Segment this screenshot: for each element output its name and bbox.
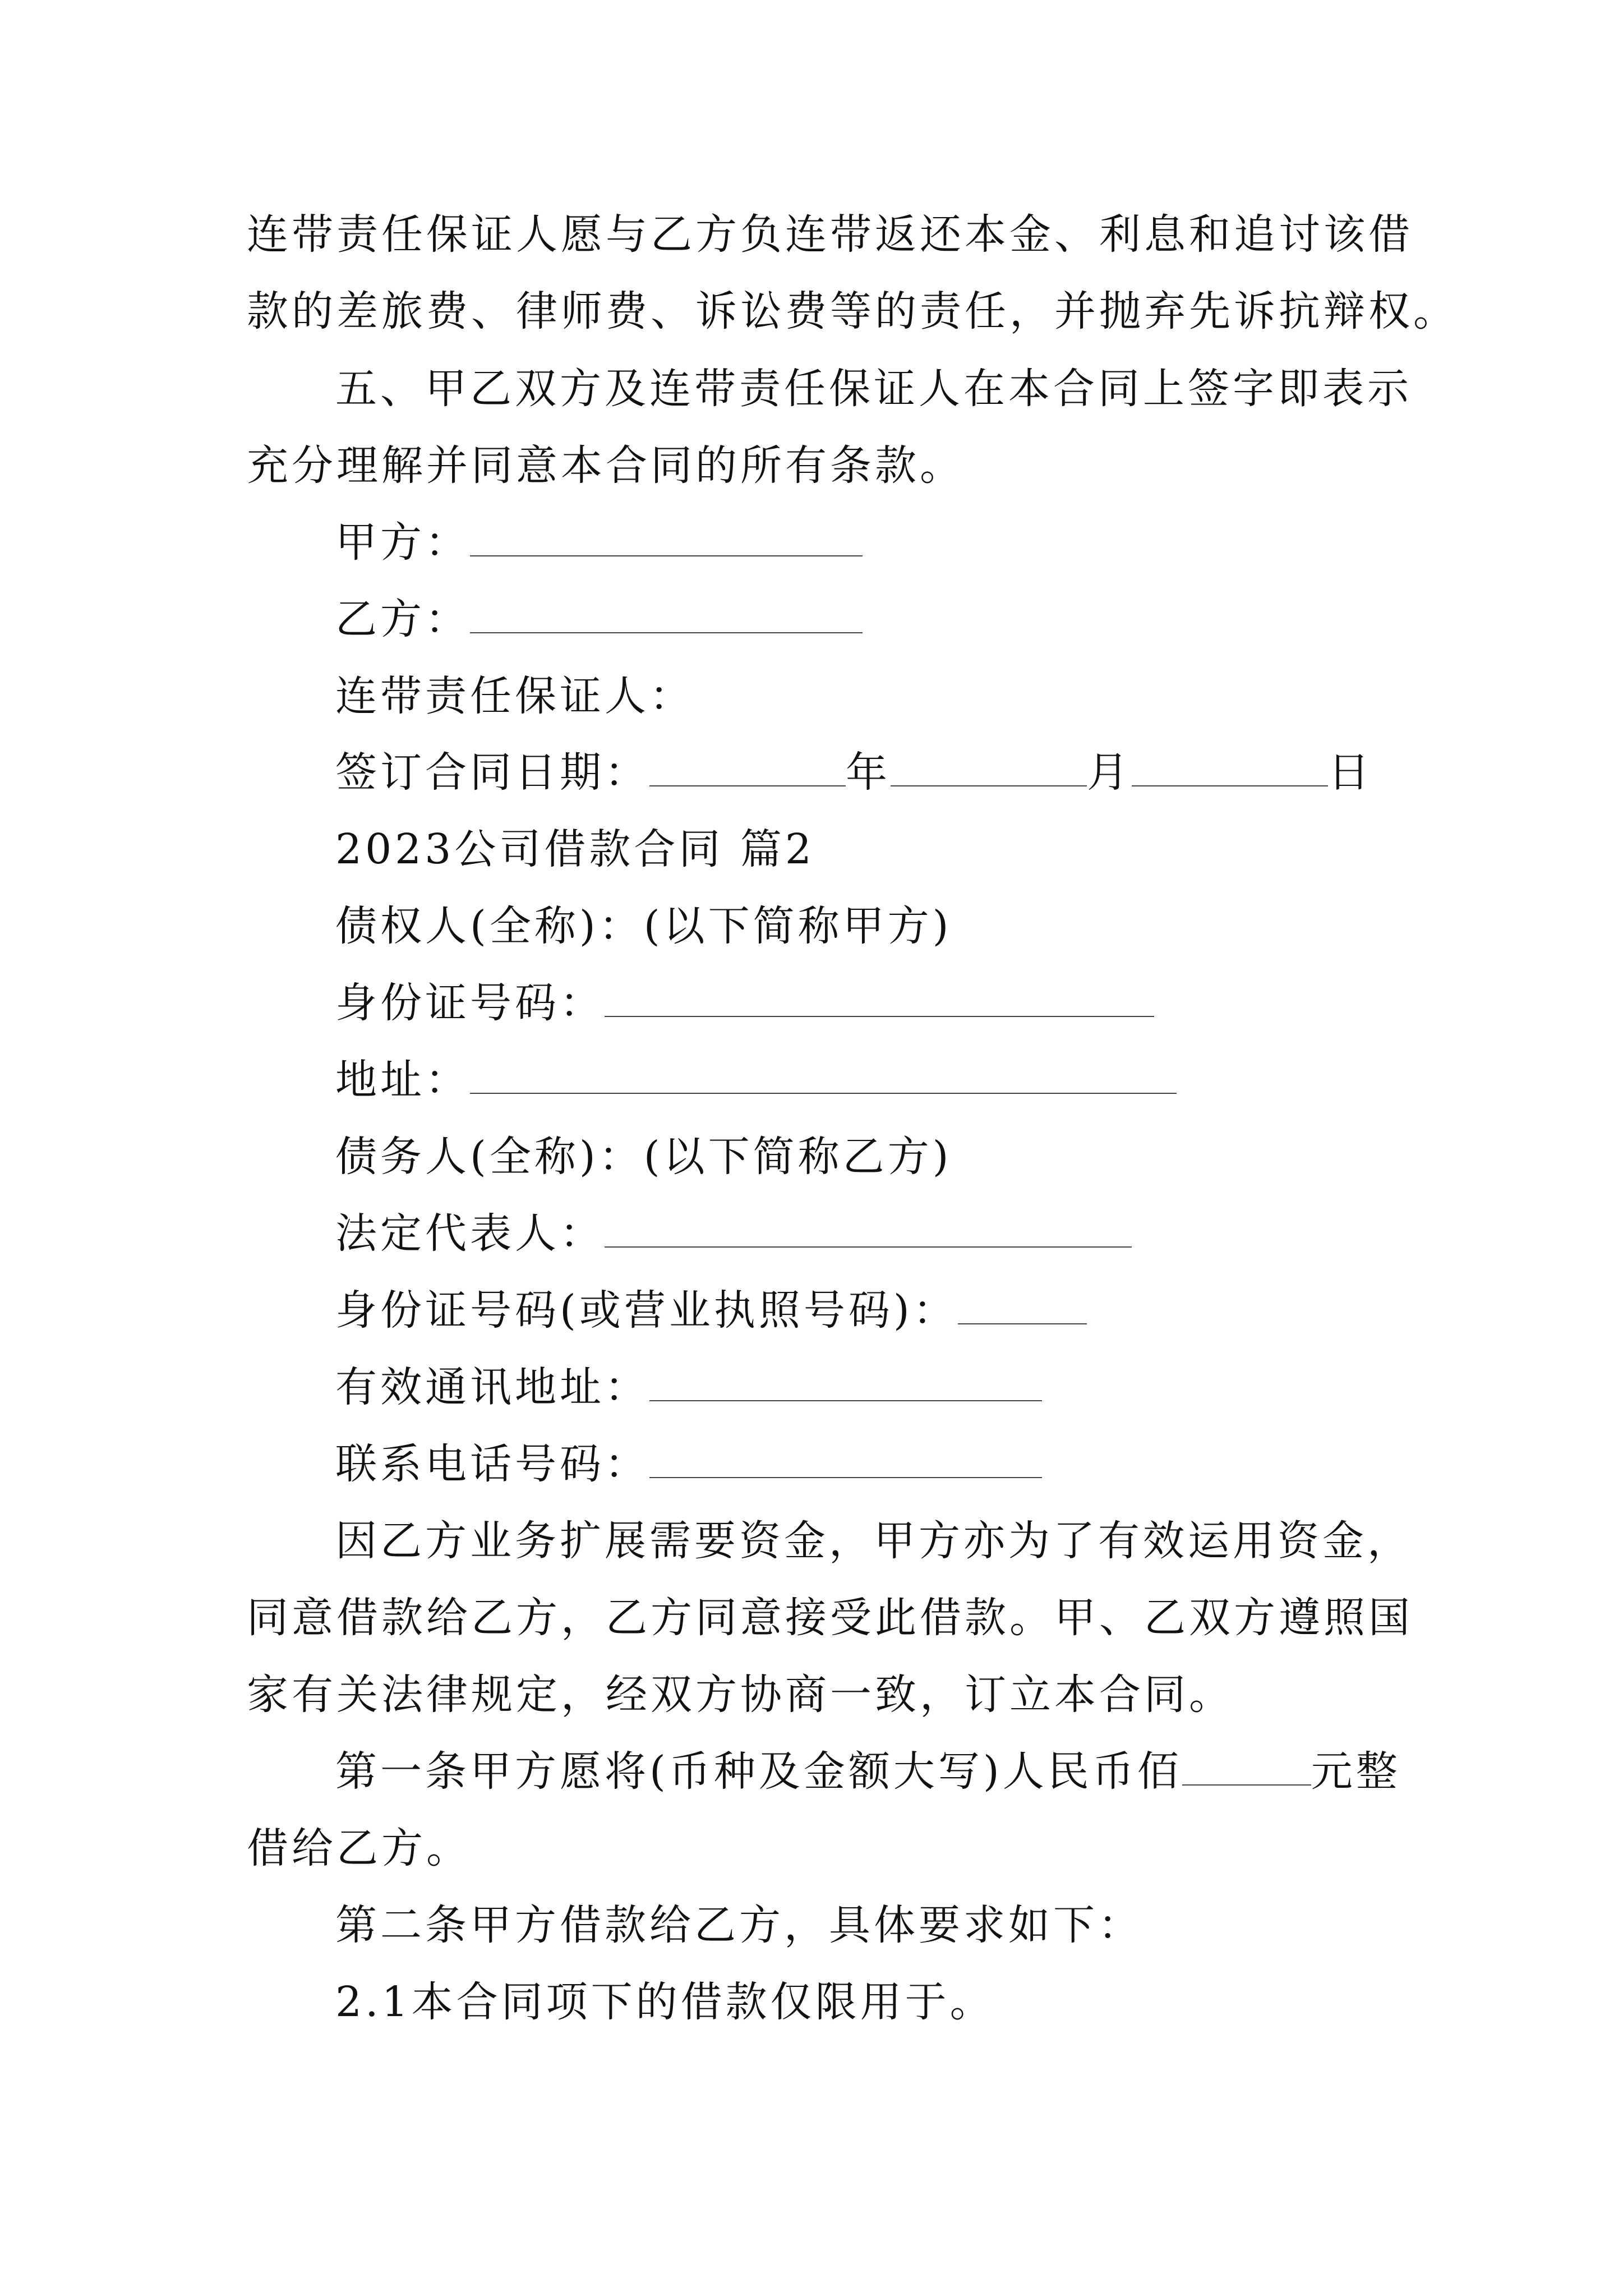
month-label: 月 [1087,748,1132,797]
section-title: 2023公司借款合同 篇2 [335,825,815,873]
debtor-phone-line [335,1436,1042,1492]
guarantee-paragraph-line-1: 连带责任保证人愿与乙方负连带返还本金、利息和追讨该借 [247,210,1413,259]
creditor-heading: 债权人(全称)：(以下简称甲方) [335,902,952,950]
signing-date-line [335,744,1373,800]
debtor-id-blank[interactable] [958,1290,1087,1324]
party-a-label: 甲方： [335,518,470,567]
article-one-line-2: 借给乙方。 [247,1824,471,1872]
guarantor-label: 连带责任保证人： [335,672,694,720]
article-one-suffix: 元整 [1311,1747,1401,1796]
clause-five-line-2: 充分理解并同意本合同的所有条款。 [247,441,965,490]
creditor-address-blank[interactable] [470,1059,1177,1094]
party-a-blank[interactable] [470,522,863,556]
article-one-line-1 [335,1743,1401,1800]
creditor-id-label: 身份证号码： [335,979,605,1027]
clause-five-line-1: 五、甲乙双方及连带责任保证人在本合同上签字即表示 [335,365,1412,413]
preamble-line-1: 因乙方业务扩展需要资金，甲方亦为了有效运用资金， [335,1517,1412,1565]
debtor-rep-label: 法定代表人： [335,1209,605,1258]
year-blank[interactable] [649,752,846,786]
debtor-rep-line [335,1205,1132,1262]
debtor-comm-address-label: 有效通讯地址： [335,1363,649,1411]
day-label: 日 [1328,748,1373,797]
creditor-address-label: 地址： [335,1056,470,1104]
debtor-phone-label: 联系电话号码： [335,1440,649,1488]
article-one-prefix: 第一条甲方愿将(币种及金额大写)人民币佰 [335,1747,1182,1796]
article-two-item-2-1: 2.1本合同项下的借款仅限用于。 [335,1978,995,2026]
debtor-rep-blank[interactable] [605,1213,1132,1248]
debtor-phone-blank[interactable] [649,1443,1042,1478]
debtor-id-line [335,1282,1087,1338]
preamble-line-3: 家有关法律规定，经双方协商一致，订立本合同。 [247,1671,1234,1719]
debtor-id-label: 身份证号码(或营业执照号码)： [335,1286,958,1335]
debtor-heading: 债务人(全称)：(以下简称乙方) [335,1133,952,1181]
day-blank[interactable] [1132,752,1328,786]
preamble-line-2: 同意借款给乙方，乙方同意接受此借款。甲、乙双方遵照国 [247,1594,1413,1642]
debtor-comm-address-line [335,1359,1042,1415]
party-b-signature-line [335,591,863,647]
year-label: 年 [846,748,891,797]
creditor-id-line [335,975,1154,1031]
creditor-address-line [335,1052,1177,1108]
party-b-blank[interactable] [470,599,863,633]
party-a-signature-line [335,514,863,570]
creditor-id-blank[interactable] [605,982,1154,1017]
date-label: 签订合同日期： [335,748,649,797]
guarantee-paragraph-line-2: 款的差旅费、律师费、诉讼费等的责任，并抛弃先诉抗辩权。 [247,287,1458,335]
debtor-comm-address-blank[interactable] [649,1366,1042,1401]
article-two-line-1: 第二条甲方借款给乙方，具体要求如下： [335,1901,1143,1949]
amount-blank[interactable] [1182,1751,1311,1786]
party-b-label: 乙方： [335,595,470,643]
month-blank[interactable] [891,752,1087,786]
